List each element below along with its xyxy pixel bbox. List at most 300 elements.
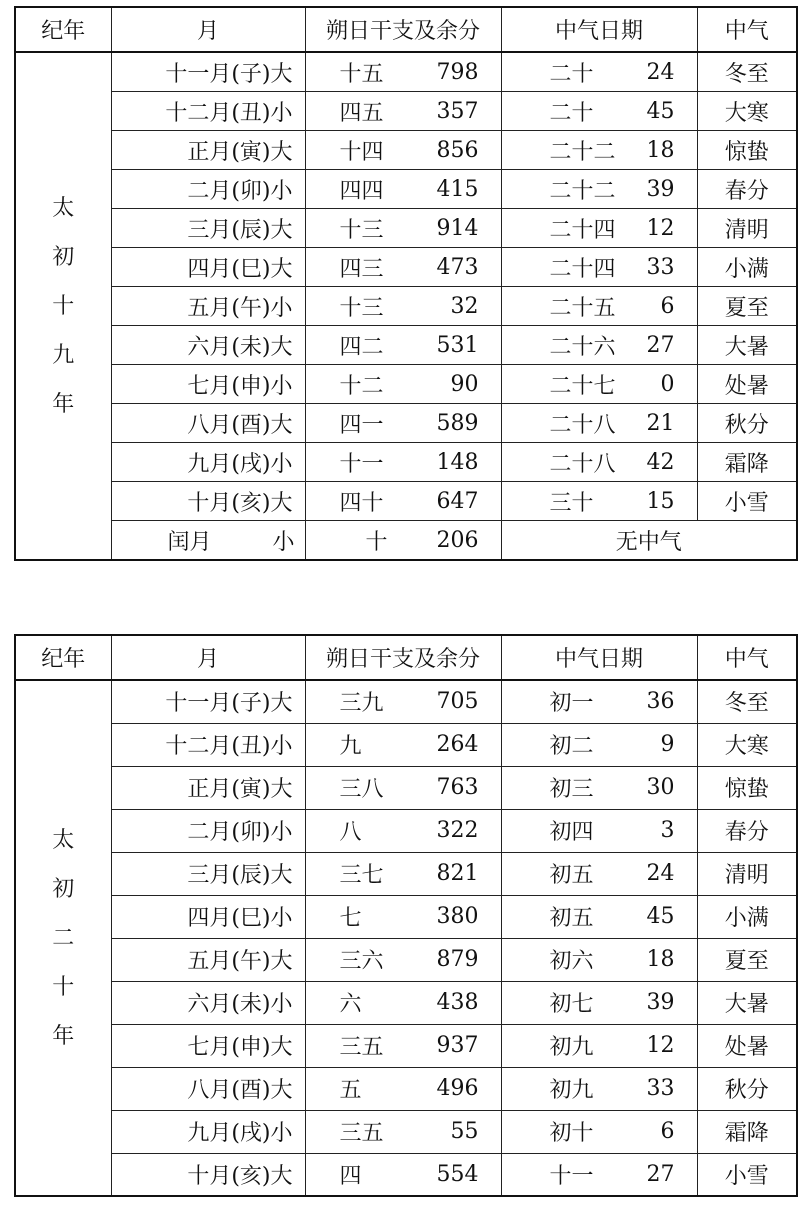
ganzhi-day: 十四 [339,139,384,165]
year-char: 二 [52,925,75,951]
ganzhi-day: 十三 [339,295,384,321]
shuo-cell [305,326,501,365]
zhongqi-pair [550,858,675,889]
table-row [15,443,797,482]
shuo-cell [305,170,501,209]
zhongqi-name: 春分 [697,809,797,852]
table-row [15,766,797,809]
remainder: 937 [436,1033,479,1058]
month-cell: 四月(巳)小 [111,895,305,938]
zhongqi-fraction: 39 [646,990,675,1015]
month-cell: 六月(未)小 [111,981,305,1024]
zhongqi-date-cell [501,209,697,248]
zhongqi-name: 大暑 [697,326,797,365]
table-row [15,809,797,852]
zhongqi-fraction: 15 [646,488,675,514]
remainder: 647 [436,488,479,514]
table-row [15,92,797,131]
zhongqi-date-cell [501,443,697,482]
zhongqi-name: 霜降 [697,443,797,482]
shuo-cell [305,852,501,895]
zhongqi-day: 十一 [549,1163,594,1189]
zhongqi-day: 初九 [549,1035,594,1060]
ganzhi-day: 四二 [339,334,384,360]
shuo-pair [340,901,479,932]
zhongqi-name: 小满 [697,248,797,287]
remainder: 380 [436,904,479,929]
table-row [15,895,797,938]
zhongqi-pair [550,686,675,717]
zhongqi-name: 惊蛰 [697,131,797,170]
zhongqi-fraction: 42 [646,449,675,475]
remainder: 90 [450,371,479,397]
ganzhi-day: 四四 [339,178,384,204]
shuo-pair [340,57,479,88]
ganzhi-day: 八 [339,820,362,845]
table-row [15,170,797,209]
zhongqi-fraction: 3 [660,818,675,843]
calendar-table-2 [14,634,798,1197]
zhongqi-pair [550,772,675,803]
shuo-cell [305,1024,501,1067]
shuo-pair [340,252,479,283]
zhongqi-day: 初九 [549,1078,594,1103]
leap-month-size: 小 [272,529,295,555]
shuo-pair [340,213,479,244]
shuo-pair [340,330,479,361]
zhongqi-fraction: 24 [646,59,675,85]
table-row [15,287,797,326]
zhongqi-date-cell [501,92,697,131]
month-cell: 五月(午)小 [111,287,305,326]
zhongqi-fraction: 21 [646,410,675,436]
zhongqi-pair [550,1159,675,1190]
zhongqi-day: 初三 [549,777,594,802]
month-cell: 六月(未)大 [111,326,305,365]
zhongqi-date-cell [501,326,697,365]
header-zhongqi: 中气 [697,635,797,680]
zhongqi-fraction: 39 [646,176,675,202]
header-shuo: 朔日干支及余分 [305,635,501,680]
zhongqi-name: 大暑 [697,981,797,1024]
zhongqi-pair [550,447,675,478]
shuo-pair [340,447,479,478]
remainder: 531 [436,332,479,358]
zhongqi-name: 秋分 [697,404,797,443]
remainder: 357 [436,98,479,124]
ganzhi-day: 十一 [339,451,384,477]
zhongqi-day: 二十二 [549,139,616,165]
zhongqi-day: 二十四 [549,256,616,282]
table-row [15,852,797,895]
shuo-pair [340,135,479,166]
zhongqi-pair [550,1030,675,1061]
remainder: 496 [436,1076,479,1101]
zhongqi-fraction: 27 [646,1161,675,1187]
table-row [15,1153,797,1196]
month-cell: 九月(戌)小 [111,1110,305,1153]
remainder: 798 [436,59,479,85]
month-cell: 十二月(丑)小 [111,723,305,766]
table-row [15,248,797,287]
remainder: 763 [436,775,479,800]
table-row [15,131,797,170]
ganzhi-day: 十三 [339,217,384,243]
remainder: 264 [436,732,479,757]
zhongqi-pair [550,1116,675,1147]
zhongqi-name: 清明 [697,852,797,895]
remainder: 438 [436,990,479,1015]
zhongqi-fraction: 6 [660,1119,675,1144]
year-cell [15,52,111,560]
zhongqi-fraction: 6 [660,293,675,319]
shuo-cell [305,938,501,981]
shuo-pair [340,408,479,439]
shuo-pair [340,858,479,889]
shuo-cell [305,895,501,938]
table-row [15,680,797,723]
ganzhi-day: 三五 [339,1121,384,1146]
shuo-cell [305,981,501,1024]
leap-month-name: 闰月 [167,529,212,555]
ganzhi-day: 三八 [339,777,384,802]
zhongqi-date-cell [501,131,697,170]
month-cell: 八月(酉)大 [111,1067,305,1110]
month-cell: 九月(戌)小 [111,443,305,482]
zhongqi-name: 冬至 [697,680,797,723]
zhongqi-pair [550,408,675,439]
header-year: 纪年 [15,7,111,52]
zhongqi-day: 初十 [549,1121,594,1146]
ganzhi-day: 三五 [339,1035,384,1060]
zhongqi-name: 处暑 [697,365,797,404]
zhongqi-pair [550,252,675,283]
zhongqi-fraction: 33 [646,1076,675,1101]
zhongqi-name: 春分 [697,170,797,209]
remainder: 206 [436,527,479,553]
year-char: 初 [52,876,75,902]
year-char: 太 [52,195,75,221]
shuo-cell [305,131,501,170]
table-row [15,209,797,248]
month-cell: 十一月(子)大 [111,52,305,92]
ganzhi-day: 九 [339,734,362,759]
zhongqi-date-cell [501,938,697,981]
ganzhi-day: 五 [339,1078,362,1103]
table-row [15,1024,797,1067]
table-row [15,365,797,404]
zhongqi-pair [550,135,675,166]
zhongqi-day: 二十 [549,100,594,126]
zhongqi-date-cell [501,1024,697,1067]
remainder: 554 [436,1161,479,1187]
shuo-pair [340,1159,479,1190]
shuo-cell [305,521,501,561]
table-row [15,404,797,443]
month-cell: 十月(亥)大 [111,482,305,521]
shuo-pair [340,96,479,127]
zhongqi-name: 夏至 [697,287,797,326]
zhongqi-day: 二十六 [549,334,616,360]
header-zhongqi-date: 中气日期 [501,635,697,680]
zhongqi-pair [550,330,675,361]
table-body [15,680,797,1196]
zhongqi-name: 大寒 [697,92,797,131]
year-char: 年 [52,1023,75,1049]
zhongqi-day: 初七 [549,992,594,1017]
remainder: 55 [450,1119,479,1144]
shuo-cell [305,1067,501,1110]
year-char: 十 [52,293,75,319]
month-cell: 四月(巳)大 [111,248,305,287]
remainder: 415 [436,176,479,202]
month-cell: 七月(申)小 [111,365,305,404]
header-zhongqi-date: 中气日期 [501,7,697,52]
zhongqi-name: 处暑 [697,1024,797,1067]
shuo-cell [305,443,501,482]
table-row [15,326,797,365]
remainder: 879 [436,947,479,972]
zhongqi-pair [550,1073,675,1104]
zhongqi-date-cell [501,1067,697,1110]
zhongqi-date-cell [501,248,697,287]
year-char: 十 [52,974,75,1000]
zhongqi-name: 惊蛰 [697,766,797,809]
remainder: 914 [436,215,479,241]
month-cell: 八月(酉)大 [111,404,305,443]
ganzhi-day: 六 [339,992,362,1017]
no-zhongqi-note: 无中气 [501,521,797,561]
ganzhi-day: 七 [339,906,362,931]
shuo-cell [305,482,501,521]
ganzhi-day: 十二 [339,373,384,399]
zhongqi-fraction: 36 [646,689,675,715]
month-cell: 三月(辰)大 [111,852,305,895]
ganzhi-day: 三九 [339,691,384,717]
remainder: 473 [436,254,479,280]
shuo-pair [340,772,479,803]
table-row [15,981,797,1024]
zhongqi-day: 二十五 [549,295,616,321]
shuo-pair [340,815,479,846]
zhongqi-date-cell [501,52,697,92]
zhongqi-pair [550,213,675,244]
zhongqi-fraction: 9 [660,732,675,757]
zhongqi-date-cell [501,680,697,723]
zhongqi-pair [550,174,675,205]
zhongqi-day: 二十 [549,61,594,87]
zhongqi-fraction: 12 [646,215,675,241]
ganzhi-day: 四三 [339,256,384,282]
shuo-pair [340,1116,479,1147]
shuo-cell [305,365,501,404]
year-char: 太 [52,827,75,853]
header-zhongqi: 中气 [697,7,797,52]
zhongqi-date-cell [501,404,697,443]
ganzhi-day: 四一 [339,412,384,438]
shuo-pair [340,987,479,1018]
zhongqi-fraction: 27 [646,332,675,358]
month-cell: 十月(亥)大 [111,1153,305,1196]
zhongqi-fraction: 0 [660,371,675,397]
zhongqi-day: 初六 [549,949,594,974]
table-row [15,938,797,981]
year-char: 年 [52,391,75,417]
zhongqi-name: 秋分 [697,1067,797,1110]
zhongqi-date-cell [501,766,697,809]
zhongqi-day: 初二 [549,734,594,759]
month-cell: 三月(辰)大 [111,209,305,248]
ganzhi-day: 四十 [339,490,384,516]
table-row [15,723,797,766]
zhongqi-fraction: 45 [646,98,675,124]
zhongqi-date-cell [501,852,697,895]
year-label [52,184,74,429]
zhongqi-date-cell [501,1110,697,1153]
table-row [15,482,797,521]
zhongqi-name: 小满 [697,895,797,938]
month-cell: 十一月(子)大 [111,680,305,723]
shuo-cell [305,404,501,443]
zhongqi-date-cell [501,365,697,404]
shuo-cell [305,248,501,287]
zhongqi-pair [550,729,675,760]
month-cell [111,521,305,561]
month-cell: 五月(午)大 [111,938,305,981]
zhongqi-pair [550,369,675,400]
year-char: 初 [52,244,75,270]
zhongqi-pair [550,291,675,322]
zhongqi-day: 三十 [549,490,594,516]
zhongqi-fraction: 24 [646,861,675,886]
zhongqi-day: 初一 [549,691,594,717]
zhongqi-pair [550,815,675,846]
zhongqi-fraction: 45 [646,904,675,929]
shuo-cell [305,287,501,326]
remainder: 589 [436,410,479,436]
header-row [15,7,797,52]
table-body [15,52,797,560]
shuo-pair [340,729,479,760]
remainder: 821 [436,861,479,886]
zhongqi-name: 小雪 [697,482,797,521]
zhongqi-day: 二十四 [549,217,616,243]
shuo-cell [305,680,501,723]
zhongqi-day: 二十八 [549,412,616,438]
zhongqi-name: 冬至 [697,52,797,92]
shuo-cell [305,92,501,131]
shuo-cell [305,809,501,852]
zhongqi-pair [550,96,675,127]
year-char: 九 [52,342,75,368]
shuo-cell [305,52,501,92]
ganzhi-day: 四 [339,1163,362,1189]
shuo-cell [305,766,501,809]
header-month: 月 [111,635,305,680]
shuo-pair [340,486,479,517]
leap-month-label [112,525,305,556]
shuo-cell [305,1110,501,1153]
zhongqi-day: 初四 [549,820,594,845]
table-row [15,1067,797,1110]
ganzhi-day: 四五 [339,100,384,126]
zhongqi-day: 初五 [549,906,594,931]
shuo-pair [340,686,479,717]
remainder: 705 [436,689,479,715]
header-month: 月 [111,7,305,52]
zhongqi-fraction: 33 [646,254,675,280]
zhongqi-date-cell [501,809,697,852]
shuo-pair [340,1030,479,1061]
remainder: 322 [436,818,479,843]
zhongqi-date-cell [501,895,697,938]
remainder: 148 [436,449,479,475]
zhongqi-date-cell [501,723,697,766]
zhongqi-pair [550,944,675,975]
zhongqi-name: 小雪 [697,1153,797,1196]
month-cell: 十二月(丑)小 [111,92,305,131]
zhongqi-day: 二十八 [549,451,616,477]
zhongqi-name: 霜降 [697,1110,797,1153]
year-label [52,816,74,1061]
shuo-pair [340,1073,479,1104]
zhongqi-fraction: 18 [646,137,675,163]
month-cell: 正月(寅)大 [111,766,305,809]
zhongqi-date-cell [501,1153,697,1196]
shuo-cell [305,1153,501,1196]
shuo-pair [340,525,479,556]
month-cell: 二月(卯)小 [111,170,305,209]
year-cell [15,680,111,1196]
zhongqi-date-cell [501,981,697,1024]
zhongqi-date-cell [501,287,697,326]
zhongqi-pair [550,486,675,517]
zhongqi-fraction: 18 [646,947,675,972]
ganzhi-day: 十五 [339,61,384,87]
calendar-table-1 [14,6,798,561]
zhongqi-fraction: 30 [646,775,675,800]
header-row [15,635,797,680]
zhongqi-date-cell [501,170,697,209]
zhongqi-pair [550,57,675,88]
zhongqi-date-cell [501,482,697,521]
zhongqi-name: 大寒 [697,723,797,766]
shuo-pair [340,174,479,205]
zhongqi-day: 二十二 [549,178,616,204]
ganzhi-day: 三七 [339,863,384,888]
shuo-cell [305,723,501,766]
month-cell: 七月(申)大 [111,1024,305,1067]
zhongqi-name: 夏至 [697,938,797,981]
zhongqi-fraction: 12 [646,1033,675,1058]
zhongqi-pair [550,901,675,932]
table-row [15,1110,797,1153]
shuo-pair [340,944,479,975]
shuo-pair [340,291,479,322]
zhongqi-pair [550,987,675,1018]
shuo-cell [305,209,501,248]
table-row [15,52,797,92]
header-shuo: 朔日干支及余分 [305,7,501,52]
month-cell: 二月(卯)小 [111,809,305,852]
month-cell: 正月(寅)大 [111,131,305,170]
leap-month-row [15,521,797,561]
remainder: 856 [436,137,479,163]
zhongqi-name: 清明 [697,209,797,248]
zhongqi-day: 初五 [549,863,594,888]
remainder: 32 [450,293,479,319]
ganzhi-day: 十 [365,529,388,555]
